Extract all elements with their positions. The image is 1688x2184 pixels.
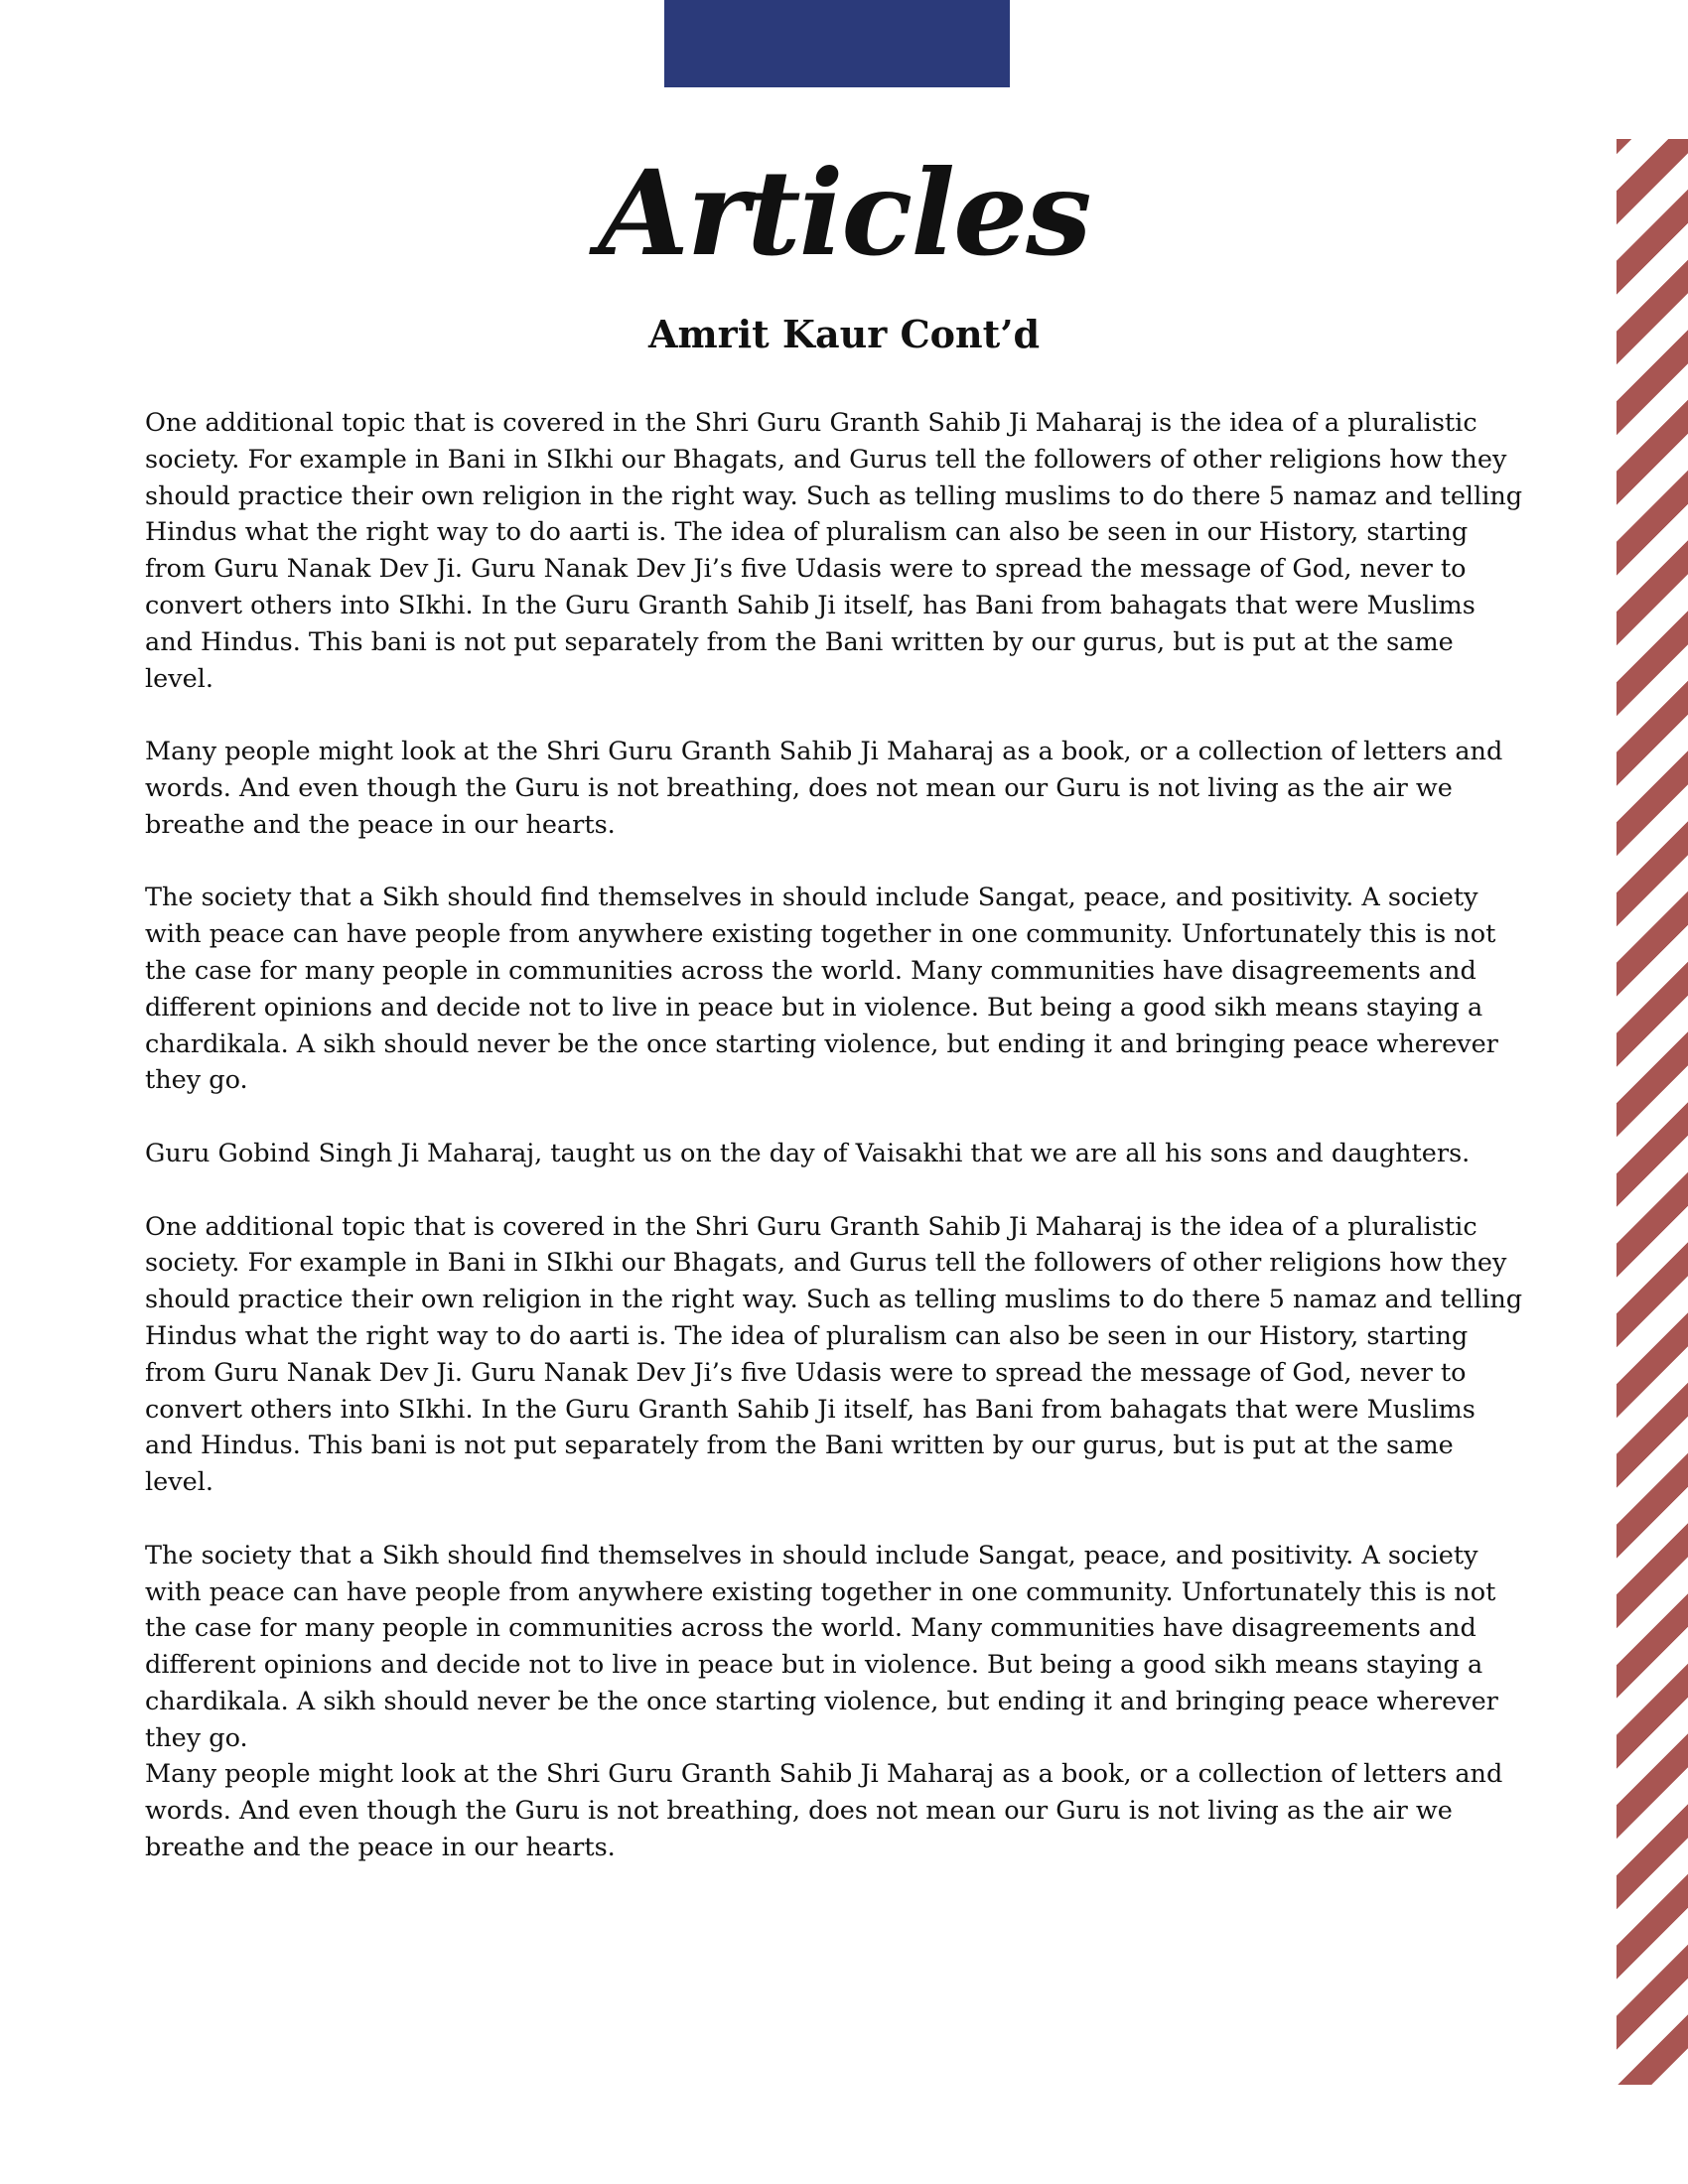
paragraph-1: One additional topic that is covered in the Shri Guru Granth Sahib Ji Maharaj is the idea of a pluralistic society. For example in Bani in SIkhi our Bhagats, and Gurus tell the followers of other religions how they should practice their own religion in the right way. Such as telling muslims to do there 5 namaz and telling Hindus what the right way to do aarti is. The idea of pluralism can also be seen in our History, starting from Guru Nanak Dev Ji. Guru Nanak Dev Ji’s five Udasis were to spread the message of God, never to convert others into SIkhi. In the Guru Granth Sahib Ji itself, has Bani from bahagats that were Muslims and Hindus. This bani is not put separately from the Bani written by our gurus, but is put at the same level.	[145, 408, 1523, 694]
paragraph-7: Many people might look at the Shri Guru Granth Sahib Ji Maharaj as a book, or a collection of letters and words. And even though the Guru is not breathing, does not mean our Guru is not living as the air we breathe and the peace in our hearts.	[145, 1759, 1503, 1863]
decorative-stripe-border	[1617, 139, 1688, 2085]
paragraph-5: One additional topic that is covered in the Shri Guru Granth Sahib Ji Maharaj is the idea of a pluralistic society. For example in Bani in SIkhi our Bhagats, and Gurus tell the followers of other religions how they should practice their own religion in the right way. Such as telling muslims to do there 5 namaz and telling Hindus what the right way to do aarti is. The idea of pluralism can also be seen in our History, starting from Guru Nanak Dev Ji. Guru Nanak Dev Ji’s five Udasis were to spread the message of God, never to convert others into SIkhi. In the Guru Granth Sahib Ji itself, has Bani from bahagats that were Muslims and Hindus. This bani is not put separately from the Bani written by our gurus, but is put at the same level.	[145, 1211, 1523, 1498]
paragraph-4: Guru Gobind Singh Ji Maharaj, taught us on the day of Vaisakhi that we are all his sons and daughters.	[145, 1138, 1471, 1168]
article-body	[145, 405, 1525, 1866]
paragraph-3: The society that a Sikh should find themselves in should include Sangat, peace, and positivity. A society with peace can have people from anywhere existing together in one community. Unfortunately this is not the case for many people in communities across the world. Many communities have disagreements and different opinions and decide not to live in peace but in violence. But being a good sikh means staying a chardikala. A sikh should never be the once starting violence, but ending it and bringing peace wherever they go.	[145, 883, 1498, 1096]
paragraph-6: The society that a Sikh should find themselves in should include Sangat, peace, and positivity. A society with peace can have people from anywhere existing together in one community. Unfortunately this is not the case for many people in communities across the world. Many communities have disagreements and different opinions and decide not to live in peace but in violence. But being a good sikh means staying a chardikala. A sikh should never be the once starting violence, but ending it and bringing peace wherever they go.	[145, 1540, 1498, 1753]
top-color-bar	[664, 0, 1010, 87]
paragraph-2: Many people might look at the Shri Guru Granth Sahib Ji Maharaj as a book, or a collection of letters and words. And even though the Guru is not breathing, does not mean our Guru is not living as the air we breathe and the peace in our hearts.	[145, 737, 1503, 840]
page-title: Articles	[598, 144, 1090, 282]
article-subtitle: Amrit Kaur Cont’d	[647, 312, 1041, 356]
